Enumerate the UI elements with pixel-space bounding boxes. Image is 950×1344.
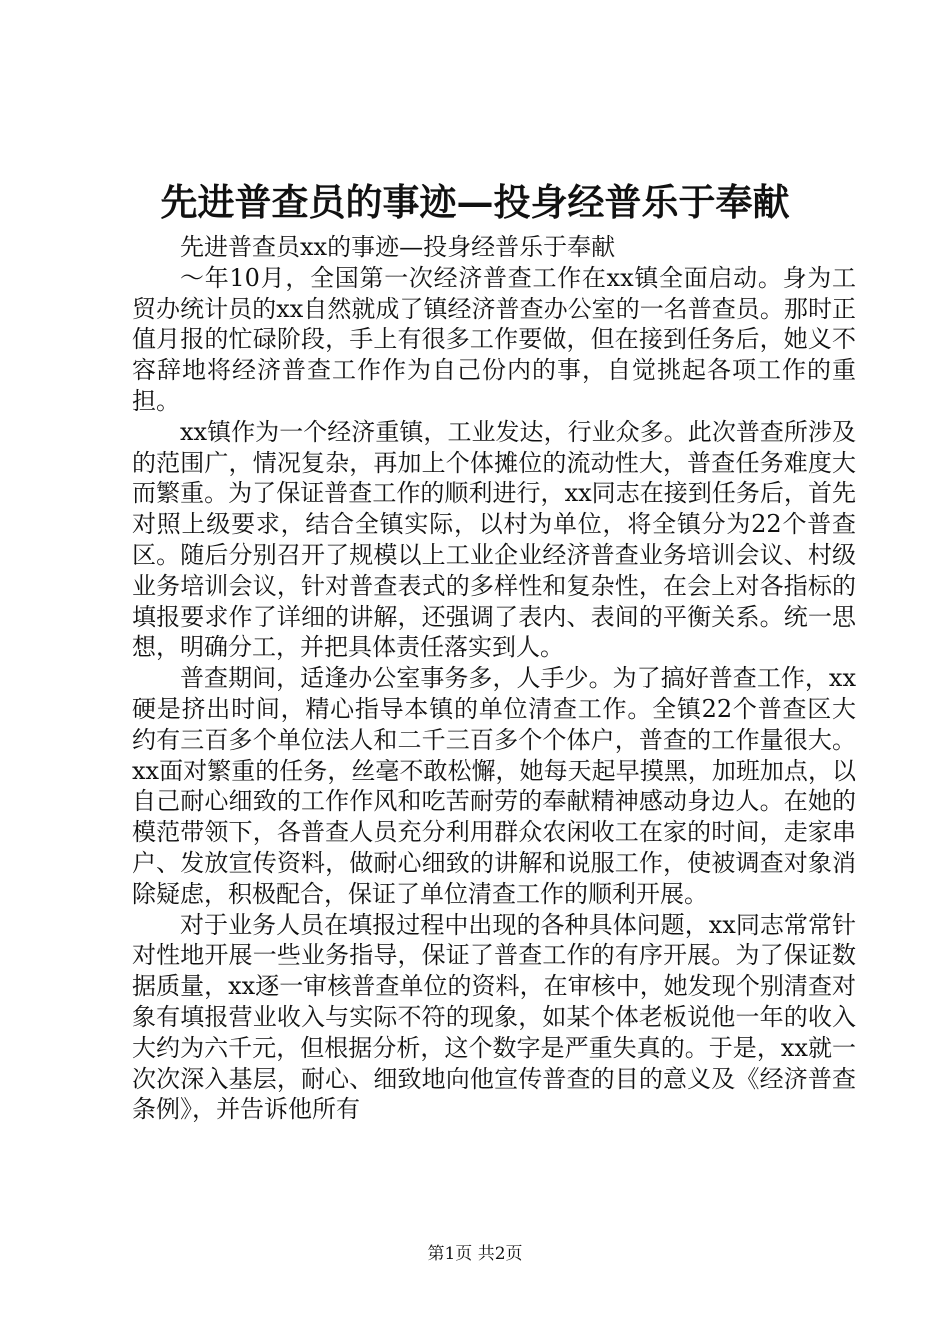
page-number-footer: 第1页 共2页: [427, 1244, 523, 1264]
document-body: [132, 232, 856, 1125]
document-title: 先进普查员的事迹—投身经普乐于奉献: [160, 180, 790, 224]
paragraph: xx镇作为一个经济重镇，工业发达，行业众多。此次普查所涉及的范围广，情况复杂，再加上个体摊位的流动性大，普查任务难度大而繁重。为了保证普查工作的顺利进行，xx同志在接到任务后，首先对照上级要求，结合全镇实际，以村为单位，将全镇分为22个普查区。随后分别召开了规模以上工业企业经济普查业务培训会议、村级业务培训会议，针对普查表式的多样性和复杂性，在会上对各指标的填报要求作了详细的讲解，还强调了表内、表间的平衡关系。统一思想，明确分工，并把具体责任落实到人。: [132, 417, 856, 662]
paragraph: ～年10月，全国第一次经济普查工作在xx镇全面启动。身为工贸办统计员的xx自然就成了镇经济普查办公室的一名普查员。那时正值月报的忙碌阶段，手上有很多工作要做，但在接到任务后，她义不容辞地将经济普查工作作为自己份内的事，自觉挑起各项工作的重担。: [132, 263, 856, 415]
paragraph-subtitle: 先进普查员xx的事迹—投身经普乐于奉献: [180, 233, 616, 261]
paragraph: 普查期间，适逢办公室事务多，人手少。为了搞好普查工作，xx硬是挤出时间，精心指导本镇的单位清查工作。全镇22个普查区大约有三百多个单位法人和二千三百多个个体户，普查的工作量很大。xx面对繁重的任务，丝毫不敢松懈，她每天起早摸黑，加班加点，以自己耐心细致的工作作风和吃苦耐劳的奉献精神感动身边人。在她的模范带领下，各普查人员充分利用群众农闲收工在家的时间，走家串户、发放宣传资料，做耐心细致的讲解和说服工作，使被调查对象消除疑虑，积极配合，保证了单位清查工作的顺利开展。: [132, 664, 856, 908]
paragraph: 对于业务人员在填报过程中出现的各种具体问题，xx同志常常针对性地开展一些业务指导，保证了普查工作的有序开展。为了保证数据质量，xx逐一审核普查单位的资料，在审核中，她发现个别清查对象有填报营业收入与实际不符的现象，如某个体老板说他一年的收入大约为六千元，但根据分析，这个数字是严重失真的。于是，xx就一次次深入基层，耐心、细致地向他宣传普查的目的意义及《经济普查条例》，并告诉他所有: [132, 910, 856, 1124]
